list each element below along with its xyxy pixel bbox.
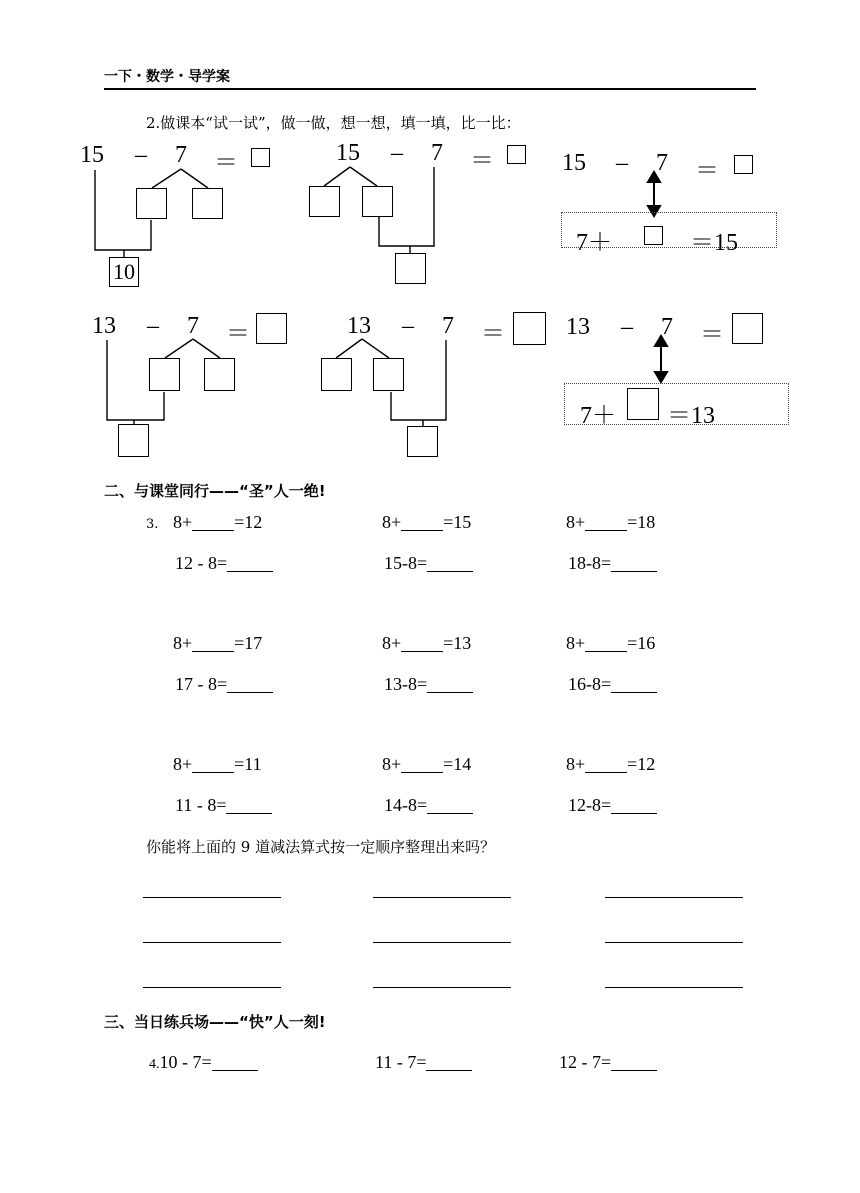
writing-line[interactable] — [605, 942, 743, 943]
r2a-split-box-1[interactable] — [149, 358, 180, 391]
exercise-add: 8+ =14 — [382, 754, 472, 774]
answer-blank[interactable] — [192, 633, 234, 652]
answer-blank[interactable] — [585, 754, 627, 773]
r1b-answer-box-2[interactable] — [395, 253, 426, 284]
header-title: 一下・数学・导学案 — [104, 69, 230, 85]
answer-blank[interactable] — [427, 553, 473, 572]
exercise-sub: 14-8= — [384, 795, 473, 816]
r1c-relation-left: 7＋ — [576, 230, 612, 256]
r1c-equals: ＝ — [695, 158, 719, 184]
r2b-answer-box[interactable] — [513, 312, 546, 345]
q2-instruction: 2.做课本“试一试”，做一做，想一想，填一填，比一比： — [146, 114, 521, 132]
r2c-equals: ＝ — [700, 322, 724, 348]
answer-blank[interactable] — [226, 795, 272, 814]
r1c-relation-right: ＝15 — [690, 230, 738, 256]
r1a-split-box-1[interactable] — [136, 188, 167, 219]
writing-line[interactable] — [605, 897, 743, 898]
r1c-answer-box[interactable] — [734, 155, 753, 174]
r1b-split-box-2[interactable] — [362, 186, 393, 217]
exercise-add: 8+ =12 — [173, 512, 263, 532]
r2b-answer-box-2[interactable] — [407, 426, 438, 457]
r2a-subtrahend: 7 — [187, 313, 199, 339]
r1c-minus: – — [616, 150, 628, 176]
exercise-sub: 11 - 8= — [175, 795, 272, 816]
r2c-relation-box[interactable] — [627, 388, 659, 420]
answer-blank[interactable] — [426, 1052, 472, 1071]
writing-line[interactable] — [143, 942, 281, 943]
exercise-add: 8+ =16 — [566, 633, 656, 653]
exercise-add: 8+ =17 — [173, 633, 263, 653]
r2a-answer-box[interactable] — [256, 313, 287, 344]
exercise-sub: 15-8= — [384, 553, 473, 574]
exercise-sub: 13-8= — [384, 674, 473, 695]
r1a-split-box-2[interactable] — [192, 188, 223, 219]
r1c-subtrahend: 7 — [656, 150, 668, 176]
r2c-relation-right: ＝13 — [667, 403, 715, 429]
r2c-minus: – — [621, 314, 633, 340]
r2b-equals: ＝ — [481, 321, 505, 347]
answer-blank[interactable] — [401, 633, 443, 652]
r2b-subtrahend: 7 — [442, 313, 454, 339]
q4-item-1: 4.10 - 7= — [149, 1052, 258, 1073]
answer-blank[interactable] — [212, 1052, 258, 1071]
r2a-minus: – — [147, 313, 159, 339]
exercise-sub: 16-8= — [568, 674, 657, 695]
answer-blank[interactable] — [192, 754, 234, 773]
r1b-split-box-1[interactable] — [309, 186, 340, 217]
section3-title: 三、当日练兵场——“快”人一刻! — [104, 1013, 326, 1031]
answer-blank[interactable] — [585, 512, 627, 531]
r2b-split-box-2[interactable] — [373, 358, 404, 391]
writing-line[interactable] — [373, 942, 511, 943]
r2b-minuend: 13 — [347, 313, 371, 339]
r1c-relation-box[interactable] — [644, 226, 663, 245]
answer-blank[interactable] — [427, 674, 473, 693]
r2a-answer-box-2[interactable] — [118, 424, 149, 457]
answer-blank[interactable] — [427, 795, 473, 814]
writing-line[interactable] — [373, 987, 511, 988]
exercise-add: 8+ =13 — [382, 633, 472, 653]
exercise-sub: 17 - 8= — [175, 674, 273, 695]
r1a-answer-box[interactable] — [251, 148, 270, 167]
r1a-minuend: 15 — [80, 142, 104, 168]
r1b-equals: ＝ — [470, 148, 494, 174]
exercise-add: 8+ =11 — [173, 754, 262, 774]
answer-blank[interactable] — [585, 633, 627, 652]
r2a-equals: ＝ — [226, 321, 250, 347]
r1b-minus: – — [391, 140, 403, 166]
q3-number: 3. — [146, 517, 159, 532]
r1a-minus: – — [135, 142, 147, 168]
r1b-answer-box[interactable] — [507, 145, 526, 164]
r2b-minus: – — [402, 313, 414, 339]
r2c-answer-box[interactable] — [732, 313, 763, 344]
q3-question: 你能将上面的 9 道减法算式按一定顺序整理出来吗？ — [146, 838, 496, 856]
writing-line[interactable] — [143, 987, 281, 988]
r2b-split-box-1[interactable] — [321, 358, 352, 391]
writing-line[interactable] — [605, 987, 743, 988]
section2-title: 二、与课堂同行——“圣”人一绝! — [104, 482, 326, 500]
exercise-add: 8+ =18 — [566, 512, 656, 532]
q4-item-3: 12 - 7= — [559, 1052, 657, 1073]
writing-line[interactable] — [143, 897, 281, 898]
r1a-subtrahend: 7 — [175, 142, 187, 168]
exercise-sub: 12 - 8= — [175, 553, 273, 574]
exercise-sub: 12-8= — [568, 795, 657, 816]
r1b-subtrahend: 7 — [431, 140, 443, 166]
answer-blank[interactable] — [227, 674, 273, 693]
answer-blank[interactable] — [611, 674, 657, 693]
r2a-minuend: 13 — [92, 313, 116, 339]
exercise-add: 8+ =15 — [382, 512, 472, 532]
answer-blank[interactable] — [611, 553, 657, 572]
answer-blank[interactable] — [611, 795, 657, 814]
q4-item-2: 11 - 7= — [375, 1052, 472, 1073]
writing-line[interactable] — [373, 897, 511, 898]
r2c-minuend: 13 — [566, 314, 590, 340]
r1b-minuend: 15 — [336, 140, 360, 166]
r2a-split-box-2[interactable] — [204, 358, 235, 391]
answer-blank[interactable] — [611, 1052, 657, 1071]
answer-blank[interactable] — [192, 512, 234, 531]
exercise-sub: 18-8= — [568, 553, 657, 574]
answer-blank[interactable] — [401, 754, 443, 773]
r1c-minuend: 15 — [562, 150, 586, 176]
answer-blank[interactable] — [227, 553, 273, 572]
r2c-relation-left: 7＋ — [580, 403, 616, 429]
r1a-equals: ＝ — [214, 150, 238, 176]
exercise-add: 8+ =12 — [566, 754, 656, 774]
r1a-given-box: 10 — [109, 257, 139, 287]
answer-blank[interactable] — [401, 512, 443, 531]
r2c-subtrahend: 7 — [661, 314, 673, 340]
